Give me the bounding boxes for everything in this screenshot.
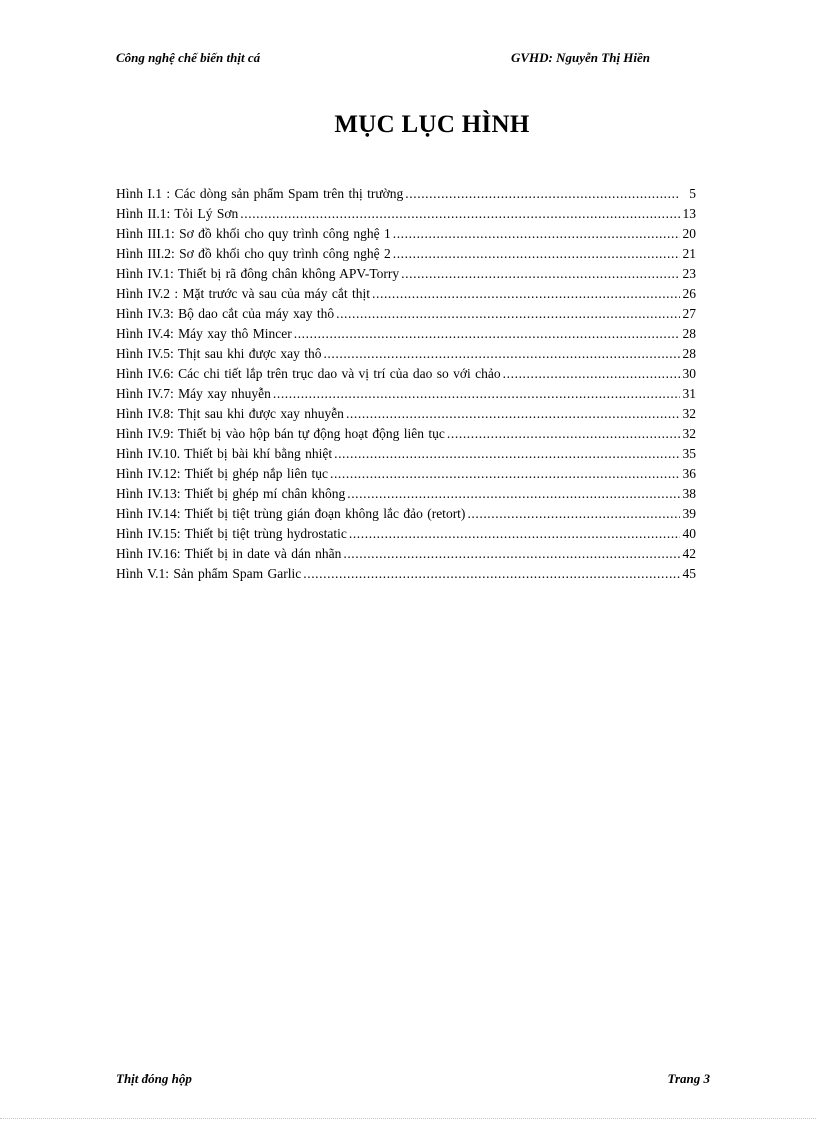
figure-caption: Hình IV.2 : Mặt trước và sau của máy cắt thịt [116, 286, 371, 301]
dot-leader [343, 544, 680, 564]
figure-list-item[interactable] [116, 264, 696, 284]
dot-leader [346, 404, 680, 424]
footer-document-title: Thịt đóng hộp [116, 1071, 192, 1086]
figure-caption: Hình IV.14: Thiết bị tiệt trùng gián đoạn không lắc đảo (retort) [116, 506, 466, 521]
figure-list-item[interactable] [116, 424, 696, 444]
figure-caption: Hình IV.13: Thiết bị ghép mí chân không [116, 486, 346, 501]
dot-leader [372, 284, 680, 304]
figure-page-number: 28 [682, 346, 696, 361]
figure-list-item[interactable] [116, 444, 696, 464]
figure-list [116, 184, 696, 584]
figure-list-item[interactable] [116, 464, 696, 484]
figure-page-number: 27 [682, 306, 696, 321]
figure-caption: Hình V.1: Sản phẩm Spam Garlic [116, 566, 302, 581]
figure-page-number: 35 [682, 446, 696, 461]
figure-page-number: 38 [682, 486, 696, 501]
figure-caption: Hình IV.10. Thiết bị bài khí bằng nhiệt [116, 446, 333, 461]
dot-leader [334, 444, 680, 464]
figure-page-number: 45 [682, 566, 696, 581]
dot-leader [401, 264, 680, 284]
figure-list-item[interactable] [116, 564, 696, 584]
footer-page-number: Trang 3 [667, 1071, 710, 1086]
dot-leader [303, 564, 680, 584]
figure-list-item[interactable] [116, 344, 696, 364]
dot-leader [336, 304, 680, 324]
header-instructor: GVHD: Nguyễn Thị Hiền [511, 50, 651, 65]
page-header [116, 50, 672, 70]
figure-page-number: 36 [682, 466, 696, 481]
dot-leader [467, 504, 680, 524]
dot-leader [294, 324, 680, 344]
figure-caption: Hình I.1 : Các dòng sản phẩm Spam trên thị trường [116, 186, 404, 201]
dot-leader [447, 424, 680, 444]
figure-caption: Hình IV.5: Thịt sau khi được xay thô [116, 346, 322, 361]
page-title: MỤC LỤC HÌNH [334, 111, 530, 138]
figure-caption: Hình IV.6: Các chi tiết lắp trên trục dao và vị trí của dao so với chảo [116, 366, 501, 381]
figure-page-number: 32 [682, 406, 696, 421]
figure-page-number: 26 [682, 286, 696, 301]
page-footer [116, 1071, 710, 1091]
header-course-title: Công nghệ chế biến thịt cá [116, 50, 261, 65]
dot-leader [405, 184, 680, 204]
figure-list-item[interactable] [116, 524, 696, 544]
dot-leader [240, 204, 680, 224]
figure-page-number: 40 [682, 526, 696, 541]
figure-page-number: 32 [682, 426, 696, 441]
figure-list-item[interactable] [116, 384, 696, 404]
figure-page-number: 31 [682, 386, 696, 401]
figure-page-number: 28 [682, 326, 696, 341]
page-bottom-divider [0, 1118, 816, 1119]
figure-caption: Hình III.1: Sơ đồ khối cho quy trình công nghệ 1 [116, 226, 391, 241]
figure-page-number: 39 [682, 506, 696, 521]
figure-list-item[interactable] [116, 284, 696, 304]
figure-page-number: 23 [682, 266, 696, 281]
figure-caption: Hình IV.8: Thịt sau khi được xay nhuyễn [116, 406, 344, 421]
figure-caption: Hình IV.3: Bộ dao cắt của máy xay thô [116, 306, 335, 321]
dot-leader [349, 524, 680, 544]
figure-list-item[interactable] [116, 364, 696, 384]
figure-caption: Hình IV.1: Thiết bị rã đông chân không APV-Torry [116, 266, 400, 281]
figure-list-item[interactable] [116, 404, 696, 424]
figure-list-item[interactable] [116, 544, 696, 564]
figure-list-item[interactable] [116, 244, 696, 264]
figure-list-item[interactable] [116, 184, 696, 204]
figure-list-item[interactable] [116, 204, 696, 224]
figure-page-number: 21 [682, 246, 696, 261]
figure-page-number: 30 [682, 366, 696, 381]
figure-caption: Hình IV.15: Thiết bị tiệt trùng hydrostatic [116, 526, 347, 541]
dot-leader [347, 484, 680, 504]
figure-list-item[interactable] [116, 224, 696, 244]
figure-caption: Hình IV.9: Thiết bị vào hộp bán tự động hoạt động liên tục [116, 426, 445, 441]
dot-leader [393, 224, 680, 244]
dot-leader [393, 244, 680, 264]
figure-list-item[interactable] [116, 484, 696, 504]
figure-page-number: 13 [682, 206, 696, 221]
dot-leader [273, 384, 680, 404]
figure-page-number: 5 [689, 186, 696, 201]
figure-caption: Hình III.2: Sơ đồ khối cho quy trình công nghệ 2 [116, 246, 391, 261]
figure-list-item[interactable] [116, 324, 696, 344]
figure-caption: Hình IV.12: Thiết bị ghép nắp liên tục [116, 466, 328, 481]
figure-caption: Hình IV.16: Thiết bị in date và dán nhãn [116, 546, 342, 561]
figure-list-item[interactable] [116, 504, 696, 524]
figure-page-number: 42 [682, 546, 696, 561]
figure-list-item[interactable] [116, 304, 696, 324]
figure-caption: Hình IV.4: Máy xay thô Mincer [116, 326, 292, 341]
dot-leader [323, 344, 680, 364]
dot-leader [503, 364, 680, 384]
figure-caption: Hình II.1: Tỏi Lý Sơn [116, 206, 239, 221]
dot-leader [330, 464, 680, 484]
figure-caption: Hình IV.7: Máy xay nhuyễn [116, 386, 271, 401]
figure-page-number: 20 [682, 226, 696, 241]
